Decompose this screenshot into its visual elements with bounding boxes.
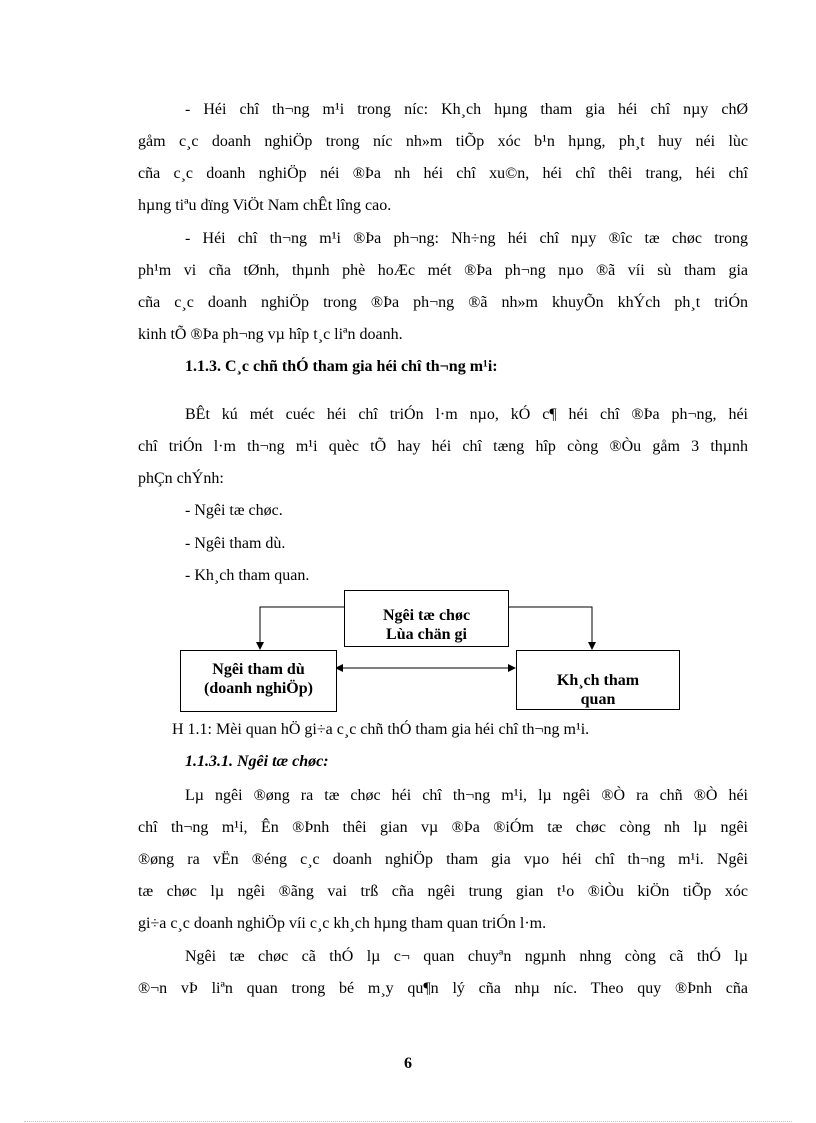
- organizer-sublabel: Lùa chän gi: [386, 626, 467, 643]
- text-line: Lµ ngêi ®øng ra tæ chøc héi chî th¬ng m¹i, lµ ngêi ®Ò ra chñ ®Ò héi: [185, 787, 748, 804]
- text-line: chî th¬ng m¹i, Ên ®Þnh thêi gian vµ ®Þa ®iÓm tæ chøc còng nh lµ ngêi: [138, 819, 748, 836]
- text-line: - Héi chî th¬ng m¹i trong níc: Kh¸ch hµng tham gia héi chî nµy chØ: [185, 101, 748, 118]
- organizer-box: [344, 590, 509, 647]
- participant-box: [180, 650, 337, 712]
- list-item: - Ngêi tham dù.: [185, 535, 286, 552]
- visitor-sublabel: quan: [580, 691, 616, 708]
- visitor-box: [516, 650, 680, 710]
- text-line: gi÷a c¸c doanh nghiÖp víi c¸c kh¸ch hµng tham quan triÓn l·m.: [138, 915, 547, 932]
- text-line: Ngêi tæ chøc cã thÓ lµ c¬ quan chuyªn ngµnh nhng còng cã thÓ lµ: [185, 948, 748, 965]
- text-line: cña c¸c doanh nghiÖp néi ®Þa nh héi chî xu©n, héi chî thêi trang, héi chî: [138, 165, 748, 182]
- section-heading: 1.1.3. C¸c chñ thÓ tham gia héi chî th¬ng m¹i:: [185, 358, 498, 375]
- text-line: ph¹m vi cña tØnh, thµnh phè hoÆc mét ®Þa ph¬ng nµo ®ã víi sù tham gia: [138, 262, 748, 279]
- figure-caption: H 1.1: Mèi quan hÖ gi÷a c¸c chñ thÓ tham gia héi chî th¬ng m¹i.: [172, 721, 590, 738]
- subsection-heading: 1.1.3.1. Ngêi tæ chøc:: [185, 753, 329, 770]
- organizer-label: Ngêi tæ chøc: [382, 607, 471, 624]
- list-item: - Ngêi tæ chøc.: [185, 502, 283, 519]
- text-line: hµng tiªu dïng ViÖt Nam chÊt lîng cao.: [138, 197, 392, 214]
- text-line: kinh tÕ ®Þa ph¬ng vµ hîp t¸c liªn doanh.: [138, 326, 403, 343]
- participant-sublabel: (doanh nghiÖp): [204, 680, 313, 697]
- text-line: ®¬n vÞ liªn quan trong bé m¸y qu¶n lý cña nhµ níc. Theo quy ®Þnh cña: [138, 980, 748, 997]
- text-line: chî triÓn l·m th¬ng m¹i quèc tÕ hay héi chî tæng hîp còng ®Òu gåm 3 thµnh: [138, 438, 748, 455]
- text-line: - Héi chî th¬ng m¹i ®Þa ph¬ng: Nh÷ng héi chî nµy ®îc tæ chøc trong: [185, 230, 748, 247]
- text-line: ®øng ra vËn ®éng c¸c doanh nghiÖp tham gia vµo héi chî th¬ng m¹i. Ngêi: [138, 851, 748, 868]
- list-item: - Kh¸ch tham quan.: [185, 567, 310, 584]
- text-line: cña c¸c doanh nghiÖp trong ®Þa ph¬ng ®ã nh»m khuyÕn khÝch ph¸t triÓn: [138, 294, 748, 311]
- text-line: BÊt kú mét cuéc héi chî triÓn l·m nµo, kÓ c¶ héi chî ®Þa ph¬ng, héi: [185, 406, 748, 423]
- text-line: phÇn chÝnh:: [138, 470, 224, 487]
- page-bottom-border: [24, 1121, 792, 1122]
- visitor-label: Kh¸ch tham: [556, 672, 640, 689]
- participant-label: Ngêi tham dù: [212, 661, 305, 678]
- page-number: 6: [404, 1055, 412, 1072]
- text-line: tæ chøc lµ ngêi ®ãng vai trß cña ngêi trung gian t¹o ®iÒu kiÖn tiÕp xóc: [138, 883, 748, 900]
- text-line: gåm c¸c doanh nghiÖp trong níc nh»m tiÕp xóc b¹n hµng, ph¸t huy néi lùc: [138, 133, 748, 150]
